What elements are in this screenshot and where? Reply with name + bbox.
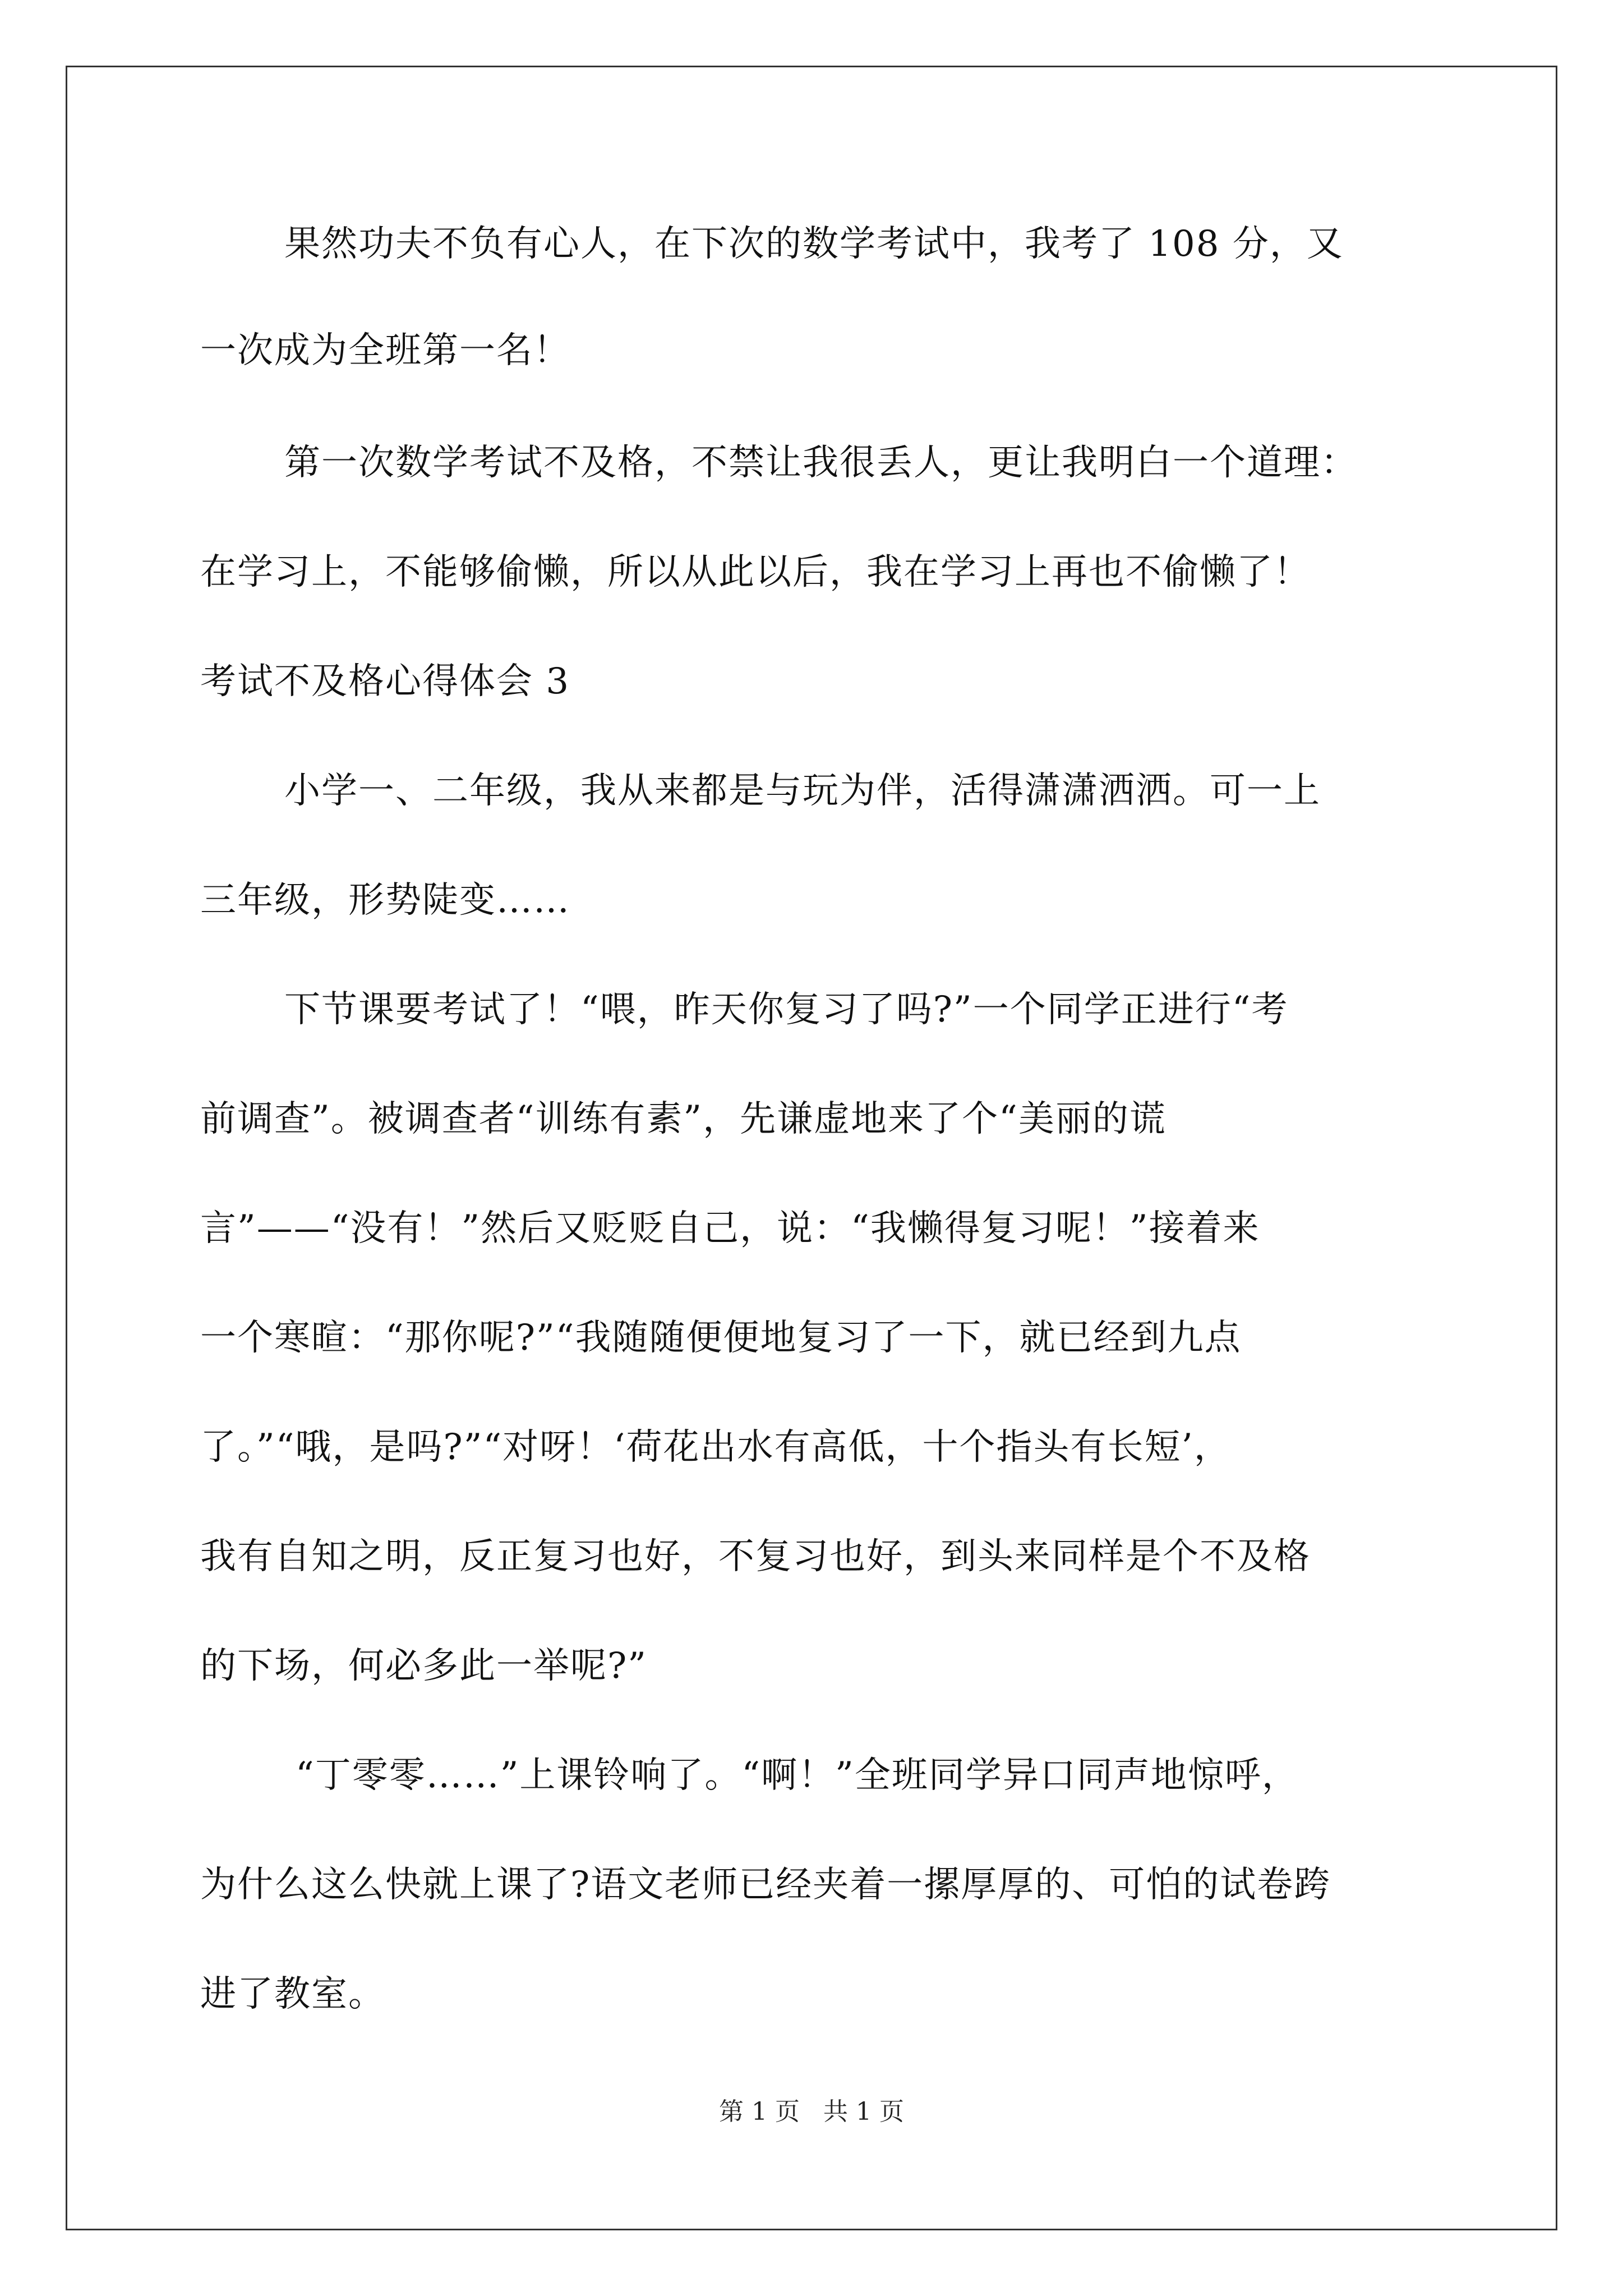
paragraph-line: 三年级，形势陡变…… xyxy=(200,880,570,921)
paragraph-line: 的下场，何必多此一举呢?” xyxy=(200,1645,648,1687)
paragraph-line: 前调查”。被调查者“训练有素”，先谦虚地来了个“美丽的谎 xyxy=(200,1098,1166,1140)
section-heading: 考试不及格心得体会 3 xyxy=(200,661,570,702)
paragraph-line: 第一次数学考试不及格，不禁让我很丢人，更让我明白一个道理： xyxy=(284,442,1358,484)
paragraph-line: 了。”“哦，是吗?”“对呀！‘荷花出水有高低，十个指头有长短’， xyxy=(200,1427,1231,1468)
page-footer xyxy=(0,2095,1623,2129)
paragraph-line: 果然功夫不负有心人，在下次的数学考试中，我考了 108 分，又 xyxy=(284,223,1344,265)
paragraph-line: 下节课要考试了！“喂，昨天你复习了吗?”一个同学正进行“考 xyxy=(284,989,1289,1030)
paragraph-line: 小学一、二年级，我从来都是与玩为伴，活得潇潇洒洒。可一上 xyxy=(284,770,1321,812)
paragraph-line: 一次成为全班第一名！ xyxy=(200,330,570,371)
page-number: 第 1 页 xyxy=(719,2097,800,2126)
paragraph-line: 进了教室。 xyxy=(200,1973,385,2015)
paragraph-line: 在学习上，不能够偷懒，所以从此以后，我在学习上再也不偷懒了！ xyxy=(200,551,1311,593)
paragraph-line: 我有自知之明，反正复习也好，不复习也好，到头来同样是个不及格 xyxy=(200,1536,1311,1577)
paragraph-line: 一个寒暄：“那你呢?”“我随随便便地复习了一下，就已经到九点 xyxy=(200,1317,1242,1359)
paragraph-line: 言”——“没有！”然后又贬贬自己，说：“我懒得复习呢！”接着来 xyxy=(200,1208,1260,1249)
paragraph-line: 为什么这么快就上课了?语文老师已经夹着一摞厚厚的、可怕的试卷跨 xyxy=(200,1864,1331,1906)
paragraph-line: “丁零零……”上课铃响了。“啊！”全班同学异口同声地惊呼， xyxy=(296,1755,1299,1796)
page-total: 共 1 页 xyxy=(823,2097,904,2126)
